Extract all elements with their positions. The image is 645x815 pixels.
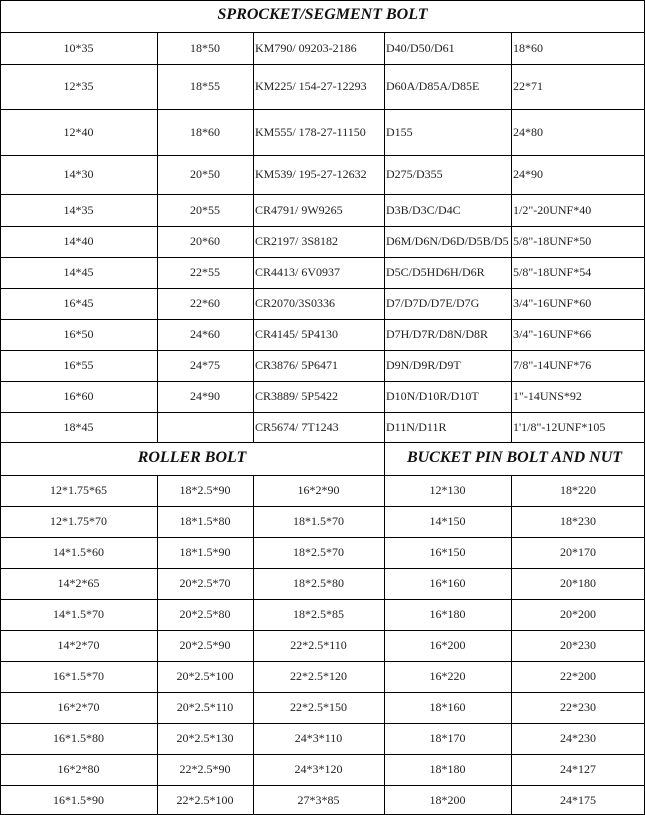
column-divider	[384, 442, 385, 475]
sprocket-bolt-cell: 22*55	[190, 265, 220, 279]
sprocket-bolt-row	[0, 194, 645, 226]
roller-bucket-bolt-cell: 20*200	[560, 607, 596, 621]
roller-bucket-bolt-cell: 20*230	[560, 638, 596, 652]
row-divider	[0, 109, 645, 110]
sprocket-bolt-cell: 5/8"-18UNF*50	[513, 234, 592, 248]
row-divider	[0, 692, 645, 693]
roller-bucket-bolt-cell: 18*2.5*70	[293, 545, 344, 559]
roller-bucket-bolt-cell: 24*127	[560, 762, 596, 776]
roller-bucket-bolt-row	[0, 506, 645, 537]
sprocket-segment-bolt-title: SPROCKET/SEGMENT BOLT	[217, 6, 428, 23]
sprocket-bolt-cell: 18*60	[190, 124, 220, 139]
sprocket-bolt-cell: 1'1/8"-12UNF*105	[513, 419, 606, 434]
roller-bucket-bolt-cell: 16*160	[429, 576, 466, 590]
sprocket-bolt-cell: D6M/D6N/D6D/D5B/D5	[386, 234, 509, 248]
roller-bucket-bolt-row	[0, 599, 645, 630]
sprocket-bolt-cell: CR2070/3S0336	[255, 296, 336, 310]
roller-bucket-bolt-cell: 22*2.5*90	[179, 762, 231, 776]
sprocket-bolt-cell: CR2197/ 3S8182	[255, 234, 339, 248]
sprocket-bolt-row	[0, 155, 645, 194]
sprocket-bolt-cell: 7/8"-14UNF*76	[513, 358, 592, 372]
sprocket-bolt-cell: D275/D355	[386, 167, 443, 181]
sprocket-bolt-cell: 18*45	[63, 419, 94, 434]
roller-bucket-bolt-cell: 18*200	[429, 792, 466, 807]
roller-bucket-bolt-cell: 18*160	[429, 700, 466, 714]
roller-bucket-bolt-row	[0, 630, 645, 661]
roller-bucket-bolt-cell: 22*2.5*100	[176, 792, 234, 807]
sprocket-bolt-cell: 3/4"-16UNF*60	[513, 296, 592, 310]
sprocket-bolt-cell: 20*55	[190, 202, 220, 217]
sprocket-bolt-row	[0, 381, 645, 412]
roller-bucket-bolt-cell: 12*130	[429, 483, 466, 497]
roller-bucket-bolt-cell: 12*1.75*70	[50, 514, 107, 528]
sprocket-bolt-cell: 16*50	[63, 327, 94, 341]
sprocket-bolt-cell: D60A/D85A/D85E	[386, 79, 480, 93]
roller-bucket-bolt-cell: 14*150	[429, 514, 466, 528]
sprocket-bolt-cell: D10N/D10R/D10T	[386, 389, 479, 403]
sprocket-bolt-cell: CR5674/ 7T1243	[255, 419, 339, 434]
sprocket-bolt-cell: 12*40	[63, 124, 94, 139]
sprocket-bolt-cell	[157, 412, 253, 442]
roller-bucket-bolt-row	[0, 723, 645, 754]
roller-bucket-bolt-cell: 20*2.5*100	[176, 669, 234, 683]
roller-bucket-bolt-cell: 27*3*85	[297, 792, 340, 807]
roller-bucket-bolt-row	[0, 661, 645, 692]
roller-bucket-bolt-cell: 18*230	[560, 514, 596, 528]
roller-bucket-bolt-row	[0, 475, 645, 506]
sprocket-bolt-cell: 22*71	[513, 79, 543, 93]
roller-bucket-bolt-cell: 24*3*120	[294, 762, 343, 776]
roller-bucket-bolt-cell: 14*1.5*60	[53, 545, 104, 559]
roller-bucket-bolt-cell: 16*1.5*80	[53, 731, 104, 745]
roller-bucket-bolt-cell: 18*2.5*90	[179, 483, 231, 497]
column-divider	[511, 475, 512, 815]
sprocket-bolt-cell: D11N/D11R	[386, 419, 447, 434]
sprocket-bolt-cell: 14*30	[63, 167, 94, 181]
sprocket-bolt-cell: 24*75	[190, 358, 220, 372]
sprocket-bolt-cell: D7H/D7R/D8N/D8R	[386, 327, 489, 341]
sprocket-bolt-cell: KM225/ 154-27-12293	[255, 79, 367, 93]
sprocket-bolt-cell: 24*90	[513, 167, 543, 181]
roller-bucket-bolt-cell: 18*1.5*80	[179, 514, 231, 528]
row-divider	[0, 381, 645, 382]
sprocket-bolt-cell: 1"-14UNS*92	[513, 389, 582, 403]
sprocket-bolt-cell: 24*60	[190, 327, 220, 341]
roller-bucket-bolt-cell: 16*1.5*70	[53, 669, 104, 683]
roller-bucket-bolt-cell: 20*2.5*90	[179, 638, 231, 652]
sprocket-bolt-row	[0, 64, 645, 109]
sprocket-bolt-cell: 24*90	[190, 389, 220, 403]
row-divider	[0, 630, 645, 631]
row-divider	[0, 754, 645, 755]
sprocket-bolt-cell: D3B/D3C/D4C	[386, 202, 461, 217]
row-divider	[0, 537, 645, 538]
roller-bucket-bolt-row	[0, 568, 645, 599]
sprocket-bolt-cell: CR3876/ 5P6471	[255, 358, 339, 372]
row-divider	[0, 412, 645, 413]
row-divider	[0, 475, 645, 476]
row-divider	[0, 661, 645, 662]
sprocket-bolt-cell: 12*35	[63, 79, 94, 93]
row-divider	[0, 257, 645, 258]
sprocket-bolt-cell: 16*60	[63, 389, 94, 403]
sprocket-bolt-row	[0, 257, 645, 288]
roller-bucket-bolt-cell: 24*3*110	[294, 731, 343, 745]
column-divider	[253, 32, 254, 442]
sprocket-bolt-row	[0, 350, 645, 381]
row-divider	[0, 288, 645, 289]
roller-bucket-bolt-cell: 20*2.5*130	[176, 731, 234, 745]
roller-bucket-bolt-cell: 12*1.75*65	[50, 483, 107, 497]
row-divider	[0, 785, 645, 786]
roller-bucket-bolt-cell: 14*2*65	[57, 576, 100, 590]
roller-bucket-bolt-cell: 16*2*80	[57, 762, 100, 776]
sprocket-bolt-cell: 18*50	[190, 40, 220, 55]
sprocket-bolt-row	[0, 226, 645, 257]
sprocket-bolt-cell: 18*60	[513, 40, 543, 55]
column-divider	[384, 475, 385, 815]
roller-bucket-bolt-cell: 18*220	[560, 483, 596, 497]
column-divider	[253, 475, 254, 815]
sprocket-bolt-cell: D7/D7D/D7E/D7G	[386, 296, 480, 310]
sprocket-bolt-cell: KM790/ 09203-2186	[255, 40, 357, 55]
column-divider	[157, 475, 158, 815]
roller-bucket-bolt-cell: 18*170	[429, 731, 466, 745]
sprocket-bolt-cell: 14*35	[63, 202, 94, 217]
roller-bucket-bolt-cell: 16*150	[429, 545, 466, 559]
sprocket-bolt-cell: 20*50	[190, 167, 220, 181]
roller-bucket-bolt-cell: 16*180	[429, 607, 466, 621]
roller-bucket-bolt-cell: 16*1.5*90	[53, 792, 104, 807]
sprocket-bolt-cell: 10*35	[63, 40, 94, 55]
sprocket-bolt-cell: 16*45	[63, 296, 94, 310]
roller-bucket-bolt-cell: 24*175	[560, 792, 596, 807]
roller-bucket-bolt-cell: 14*2*70	[57, 638, 100, 652]
roller-bucket-bolt-cell: 20*2.5*80	[179, 607, 231, 621]
column-divider	[157, 32, 158, 442]
row-divider	[0, 442, 645, 443]
row-divider	[0, 568, 645, 569]
sprocket-bolt-cell: CR4145/ 5P4130	[255, 327, 339, 341]
row-divider	[0, 319, 645, 320]
sprocket-bolt-cell: 1/2"-20UNF*40	[513, 202, 592, 217]
roller-bucket-bolt-cell: 18*180	[429, 762, 466, 776]
sprocket-bolt-cell: 14*40	[63, 234, 94, 248]
sprocket-bolt-cell: KM555/ 178-27-11150	[255, 124, 366, 139]
row-divider	[0, 194, 645, 195]
row-divider	[0, 723, 645, 724]
row-divider	[0, 350, 645, 351]
sprocket-bolt-cell: D155	[386, 124, 413, 139]
roller-bucket-bolt-cell: 16*220	[429, 669, 466, 683]
roller-bolt-title: ROLLER BOLT	[137, 449, 247, 466]
sprocket-bolt-cell: 5/8"-18UNF*54	[513, 265, 592, 279]
sprocket-bolt-cell: 22*60	[190, 296, 220, 310]
roller-bucket-bolt-row	[0, 537, 645, 568]
roller-bucket-bolt-cell: 22*200	[560, 669, 596, 683]
roller-bucket-bolt-row	[0, 754, 645, 785]
roller-bucket-bolt-cell: 20*2.5*110	[176, 700, 234, 714]
row-divider	[0, 506, 645, 507]
roller-bucket-bolt-cell: 20*180	[560, 576, 596, 590]
row-divider	[0, 599, 645, 600]
sprocket-bolt-row	[0, 288, 645, 319]
roller-bucket-bolt-cell: 18*2.5*80	[293, 576, 344, 590]
row-divider	[0, 155, 645, 156]
roller-bucket-bolt-cell: 16*2*70	[57, 700, 100, 714]
sprocket-bolt-cell: 16*55	[63, 358, 94, 372]
row-divider	[0, 226, 645, 227]
sprocket-bolt-cell: 24*80	[513, 124, 543, 139]
sprocket-bolt-cell: KM539/ 195-27-12632	[255, 167, 367, 181]
roller-bucket-bolt-cell: 14*1.5*70	[53, 607, 104, 621]
roller-bucket-bolt-cell: 22*2.5*120	[290, 669, 347, 683]
row-divider	[0, 64, 645, 65]
roller-bucket-bolt-cell: 18*1.5*90	[179, 545, 231, 559]
roller-bucket-bolt-cell: 20*170	[560, 545, 596, 559]
sprocket-bolt-cell: CR4413/ 6V0937	[255, 265, 341, 279]
roller-bucket-bolt-cell: 22*2.5*150	[290, 700, 347, 714]
column-divider	[511, 32, 512, 442]
sprocket-bolt-row	[0, 109, 645, 155]
roller-bucket-bolt-cell: 18*2.5*85	[293, 607, 344, 621]
roller-bucket-bolt-row	[0, 785, 645, 815]
sprocket-bolt-cell: D9N/D9R/D9T	[386, 358, 461, 372]
roller-bucket-bolt-cell: 16*2*90	[297, 483, 340, 497]
sprocket-bolt-row	[0, 32, 645, 64]
sprocket-bolt-cell: CR3889/ 5P5422	[255, 389, 339, 403]
roller-bucket-bolt-row	[0, 692, 645, 723]
sprocket-bolt-cell: 20*60	[190, 234, 220, 248]
sprocket-bolt-cell: CR4791/ 9W9265	[255, 202, 343, 217]
roller-bucket-bolt-cell: 16*200	[429, 638, 466, 652]
sprocket-bolt-cell: 18*55	[190, 79, 220, 93]
sprocket-bolt-cell: 3/4"-16UNF*66	[513, 327, 592, 341]
sprocket-bolt-row	[0, 319, 645, 350]
sprocket-bolt-cell: 14*45	[63, 265, 94, 279]
roller-bucket-bolt-cell: 24*230	[560, 731, 596, 745]
roller-bucket-bolt-cell: 22*230	[560, 700, 596, 714]
roller-bucket-bolt-cell: 20*2.5*70	[179, 576, 231, 590]
column-divider	[384, 32, 385, 442]
roller-bucket-bolt-cell: 18*1.5*70	[293, 514, 344, 528]
roller-bucket-bolt-cell: 22*2.5*110	[290, 638, 347, 652]
sprocket-bolt-row	[0, 412, 645, 442]
sprocket-bolt-cell: D40/D50/D61	[386, 40, 455, 55]
bucket-pin-bolt-title: BUCKET PIN BOLT AND NUT	[406, 449, 623, 466]
row-divider	[0, 32, 645, 33]
sprocket-bolt-cell: D5C/D5HD6H/D6R	[386, 265, 485, 279]
